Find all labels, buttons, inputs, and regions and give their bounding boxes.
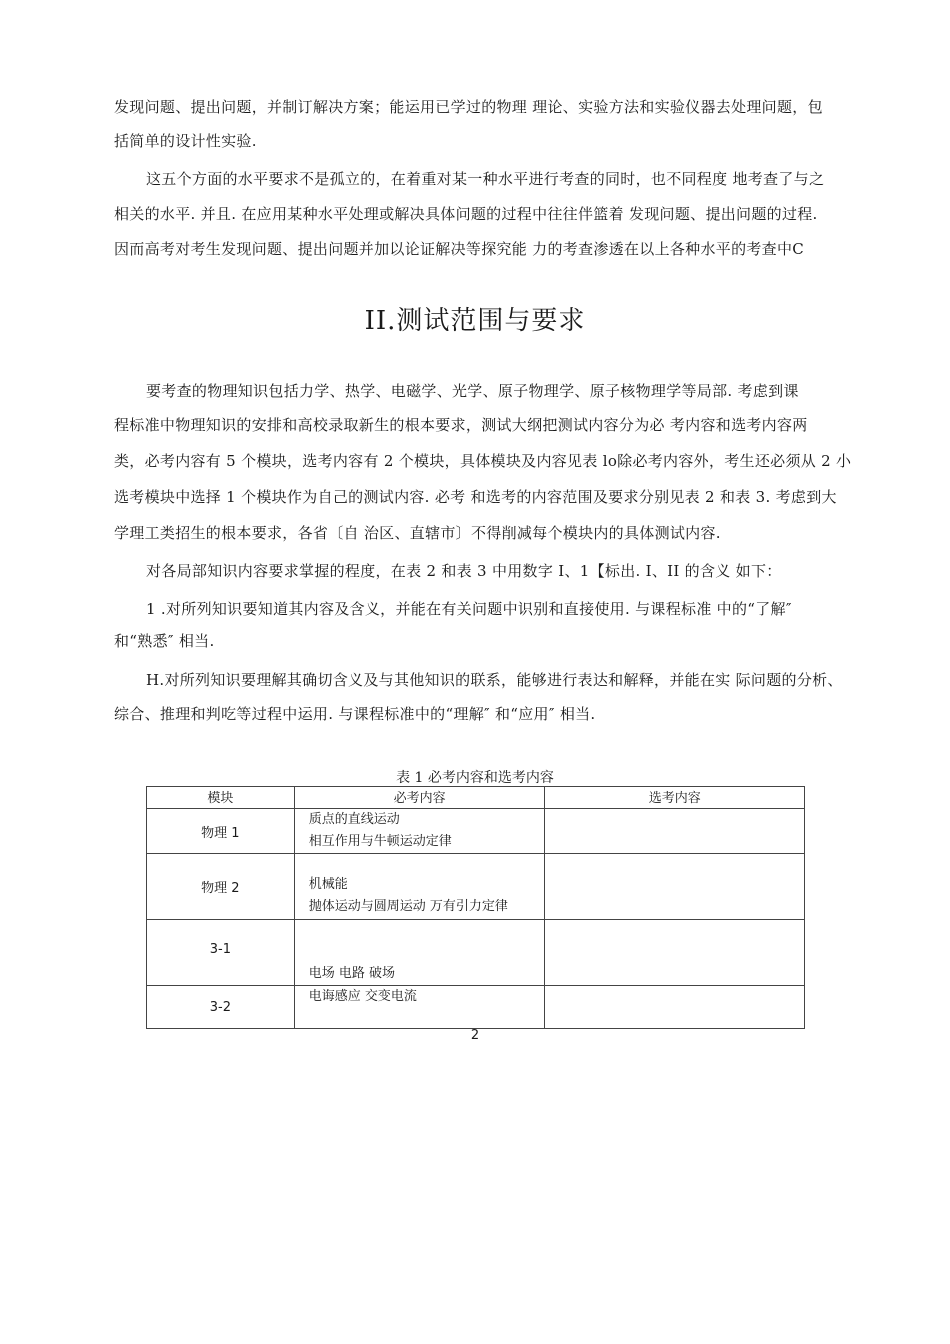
table-row — [147, 920, 805, 986]
paragraph-line: 1 .对所列知识要知道其内容及含义，并能在有关问题中识别和直接使用. 与课程标准 中的“了解″ — [146, 600, 792, 618]
paragraph-line: 学理工类招生的根本要求，各省〔自 治区、直辖市〕不得削减每个模块内的具体测试内容. — [114, 524, 721, 542]
paragraph-line: 括简单的设计性实验. — [114, 132, 257, 150]
table-row — [147, 986, 805, 1029]
paragraph-line: 对各局部知识内容要求掌握的程度，在表 2 和表 3 中用数字 I、1【标出. I、II 的含义 如下： — [146, 562, 782, 580]
paragraph-line: 程标准中物理知识的安排和高校录取新生的根本要求，测试大纲把测试内容分为必 考内容和选考内容两 — [114, 416, 808, 434]
module-cell: 物理 2 — [147, 854, 295, 920]
paragraph-line: 因而高考对考生发现问题、提出问题并加以论证解决等探究能 力的考查渗透在以上各种水平的考查中C — [114, 240, 805, 258]
table-header-row — [147, 787, 805, 809]
table-row — [147, 809, 805, 854]
page-number: 2 — [470, 1028, 480, 1043]
table-header-cell: 选考内容 — [545, 787, 805, 809]
table-header-cell: 模块 — [147, 787, 295, 809]
required-cell — [294, 854, 545, 920]
required-cell — [294, 986, 545, 1029]
content-table — [146, 786, 805, 1029]
optional-cell — [545, 809, 805, 854]
required-item: 质点的直线运动 — [308, 812, 400, 827]
required-item: 抛体运动与圆周运动 万有引力定律 — [308, 899, 508, 914]
paragraph-line: 综合、推理和判吃等过程中运用. 与课程标准中的“理解″ 和“应用″ 相当. — [114, 705, 596, 723]
optional-cell — [545, 986, 805, 1029]
required-item: 电场 电路 破场 — [308, 966, 396, 981]
required-item: 电诲感应 交变电流 — [308, 989, 417, 1004]
module-cell: 物理 1 — [147, 809, 295, 854]
table-row — [147, 854, 805, 920]
table-caption: 表 1 必考内容和选考内容 — [396, 770, 554, 786]
paragraph-line: 选考模块中选择 1 个模块作为自己的测试内容. 必考 和选考的内容范围及要求分别见表 2 和表 3. 考虑到大 — [114, 488, 837, 506]
required-cell — [294, 809, 545, 854]
paragraph-line: 要考查的物理知识包括力学、热学、电磁学、光学、原子物理学、原子核物理学等局部. 考虑到课 — [146, 382, 799, 400]
required-item: 机械能 — [308, 877, 348, 892]
paragraph-line: 类，必考内容有 5 个模块，选考内容有 2 个模块，具体模块及内容见表 lo除必考内容外，考生还必须从 2 小 — [114, 452, 852, 470]
module-cell: 3-1 — [147, 920, 295, 986]
paragraph-line: 这五个方面的水平要求不是孤立的，在着重对某一种水平进行考查的同时，也不同程度 地考查了与之 — [146, 170, 825, 188]
paragraph-line: 发现问题、提出问题，并制订解决方案；能运用已学过的物理 理论、实验方法和实验仪器去处理问题，包 — [114, 98, 823, 116]
required-item: 相互作用与牛顿运动定律 — [308, 834, 452, 849]
optional-cell — [545, 854, 805, 920]
paragraph-line: 和“熟悉″ 相当. — [114, 632, 215, 650]
module-cell: 3-2 — [147, 986, 295, 1029]
optional-cell — [545, 920, 805, 986]
paragraph-line: H.对所列知识要理解其确切含义及与其他知识的联系，能够进行表达和解释，并能在实 际问题的分析、 — [146, 671, 843, 689]
required-cell — [294, 920, 545, 986]
table-header-cell: 必考内容 — [294, 787, 545, 809]
section-title: II.测试范围与要求 — [364, 306, 586, 336]
paragraph-line: 相关的水平. 并且. 在应用某种水平处理或解决具体问题的过程中往往伴篮着 发现问题、提出问题的过程. — [114, 205, 818, 223]
